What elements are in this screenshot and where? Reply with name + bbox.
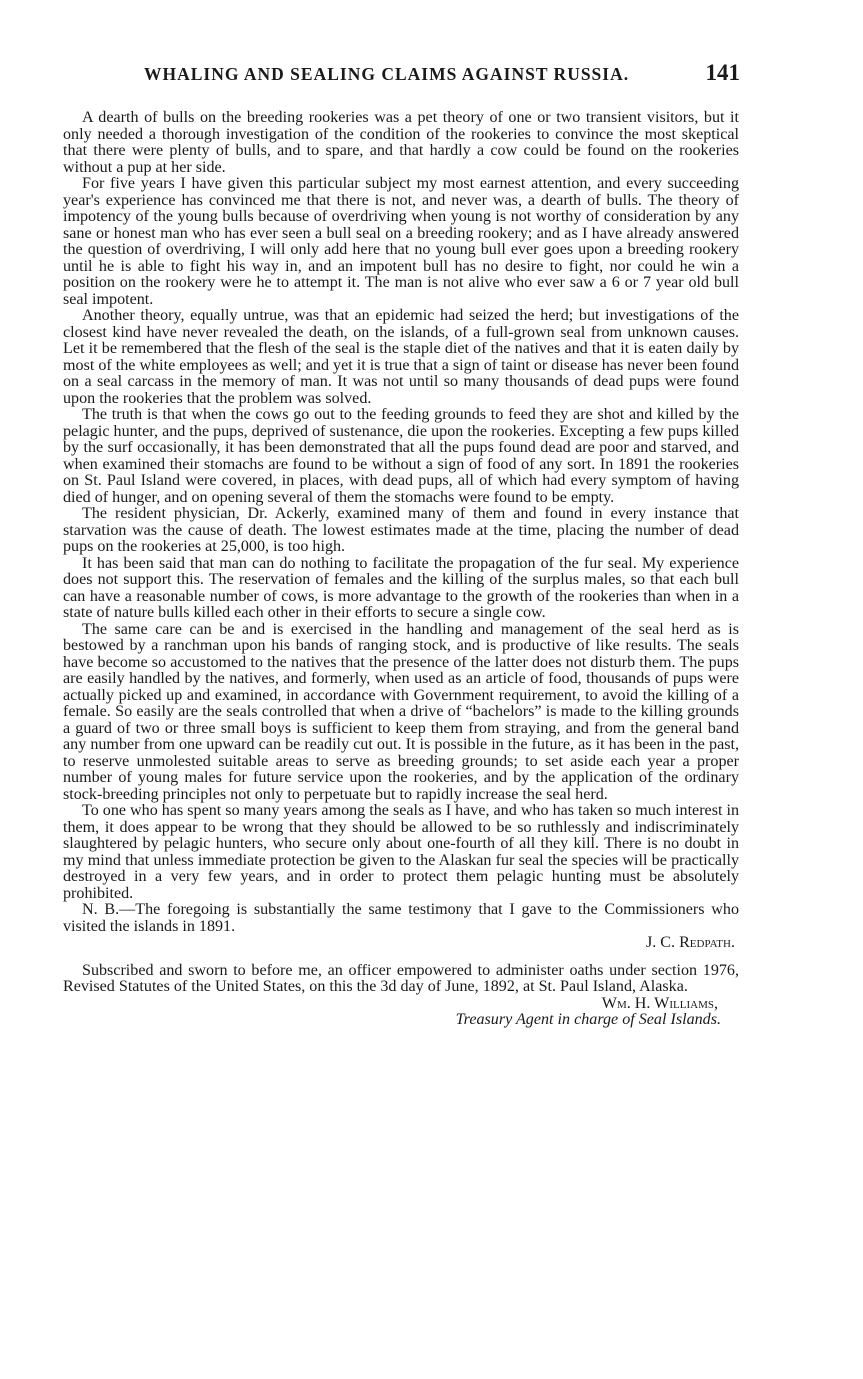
signature-williams-title: Treasury Agent in charge of Seal Islands. — [455, 1011, 721, 1028]
signature-redpath: J. C. Redpath. — [645, 934, 735, 951]
page-header — [144, 60, 740, 86]
paragraph: Another theory, equally untrue, was that an epidemic had seized the herd; but investigations of the closest kind have never revealed the death, on the islands, of a full-grown seal from unknown causes. Let it be remembered that the flesh of the seal is the staple diet of the natives and that it is eaten daily by most of the white employees as well; and yet it is true that a sign of taint or disease has never been found on a seal carcass in the memory of man. It was not until so many thousands of dead pups were found upon the rookeries that the problem was solved. — [63, 307, 739, 407]
affidavit-paragraph: Subscribed and sworn to before me, an officer empowered to administer oaths under section 1976, Revised Statutes of the United States, on this the 3d day of June, 1892, at St. Paul Island, Alaska. — [63, 961, 739, 995]
signature-williams: Wm. H. Williams, — [601, 994, 718, 1012]
body-text — [63, 110, 739, 1029]
paragraph: For five years I have given this particular subject my most earnest attention, and every succeeding year's experience has convinced me that there is not, and never was, a dearth of bulls. The theory of impotency of the young bulls because of overdriving when young is not worthy of consideration by any sane or honest man who has ever seen a bull seal on a breeding rookery; and as I have already answered the question of overdriving, I will only add here that no young bull ever goes upon a breeding rookery until he is able to fight his way in, and an impotent bull has no desire to fight, nor could he win a position on the rookery were he to attempt it. The man is not alive who ever saw a 6 or 7 year old bull seal impotent. — [63, 175, 739, 308]
paragraph: It has been said that man can do nothing to facilitate the propagation of the fur seal. My experience does not support this. The reservation of females and the killing of the surplus males, so that each bull can have a reasonable number of cows, is more advantage to the growth of the rookeries than when in a state of nature bulls killed each other in their efforts to secure a single cow. — [63, 554, 739, 621]
running-title: WHALING AND SEALING CLAIMS AGAINST RUSSIA. — [144, 64, 630, 84]
page-number: 141 — [705, 60, 740, 85]
paragraph: To one who has spent so many years among the seals as I have, and who has taken so much interest in them, it does appear to be wrong that they should be allowed to be so ruthlessly and indiscriminately slaughtered by pelagic hunters, who secure only about one-fourth of all they kill. There is no doubt in my mind that unless immediate protection be given to the Alaskan fur seal the species will be practically destroyed in a very few years, and in order to protect them pelagic hunting must be absolutely prohibited. — [63, 802, 739, 902]
paragraph: The same care can be and is exercised in the handling and management of the seal herd as is bestowed by a ranchman upon his bands of ranging stock, and is productive of like results. The seals have become so accustomed to the natives that the presence of the latter does not disturb them. The pups are easily handled by the natives, and formerly, when used as an article of food, thousands of pups were actually picked up and examined, in accordance with Government requirement, to avoid the killing of a female. So easily are the seals controlled that when a drive of “bachelors” is made to the killing grounds a guard of two or three small boys is sufficient to keep them from straying, and from the general band any number from one upward can be readily cut out. It is possible in the future, as it has been in the past, to reserve unmolested suitable areas to serve as breeding grounds; to set aside each year a proper number of young males for future service upon the rookeries, and by the application of the ordinary stock-breeding principles not only to perpetuate but to rapidly increase the seal herd. — [63, 620, 739, 803]
paragraph: The resident physician, Dr. Ackerly, examined many of them and found in every instance that starvation was the cause of death. The lowest estimates made at the time, placing the number of dead pups on the rookeries at 25,000, is too high. — [63, 505, 739, 555]
paragraph: N. B.—The foregoing is substantially the same testimony that I gave to the Commissioners who visited the islands in 1891. — [63, 901, 739, 935]
paragraph: The truth is that when the cows go out to the feeding grounds to feed they are shot and killed by the pelagic hunter, and the pups, deprived of sustenance, die upon the rookeries. Excepting a few pups killed by the surf occasionally, it has been demonstrated that all the pups found dead are poor and starved, and when examined their stomachs are found to be without a sign of food of any sort. In 1891 the rookeries on St. Paul Island were covered, in places, with dead pups, all of which had every symptom of having died of hunger, and on opening several of them the stomachs were found to be empty. — [63, 406, 739, 506]
paragraph: A dearth of bulls on the breeding rookeries was a pet theory of one or two transient visitors, but it only needed a thorough investigation of the condition of the rookeries to convince the most skeptical that there were plenty of bulls, and to spare, and that hardly a cow could be found on the rookeries without a pup at her side. — [63, 109, 739, 176]
